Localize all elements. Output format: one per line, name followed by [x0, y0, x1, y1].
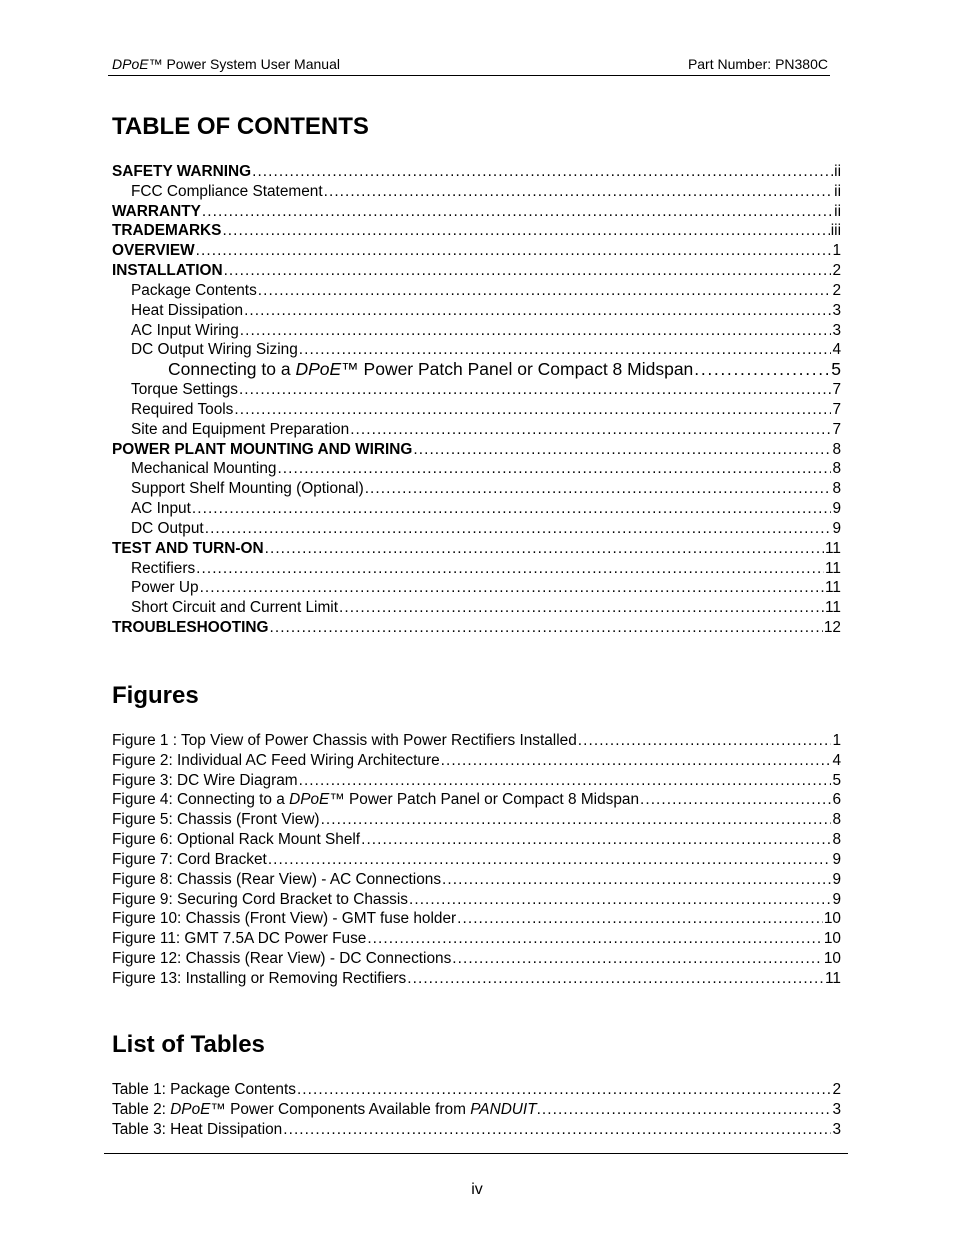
- toc-entry[interactable]: [112, 360, 841, 380]
- toc-list: [112, 162, 841, 638]
- dot-leader: [234, 400, 831, 420]
- figure-entry-label: [112, 830, 360, 850]
- toc-entry[interactable]: [112, 162, 841, 182]
- toc-entry-label: [131, 380, 238, 400]
- figure-entry-label: [112, 870, 441, 890]
- toc-entry[interactable]: [112, 380, 841, 400]
- figure-entry[interactable]: [112, 810, 841, 830]
- toc-entry-page: 3: [832, 321, 841, 339]
- figure-entry-text: Figure 10: Chassis (Front View) - GMT fuse holder: [112, 910, 457, 928]
- toc-entry-text: TROUBLESHOOTING: [112, 619, 269, 637]
- manual-title-rest: ™ Power System User Manual: [148, 56, 340, 72]
- toc-entry-label: [112, 618, 268, 638]
- manual-title-brand: DPoE: [112, 56, 149, 72]
- figure-entry-label: [112, 890, 408, 910]
- toc-entry-text: Required Tools: [131, 400, 234, 418]
- toc-entry-label: [131, 499, 191, 519]
- footer-divider: [104, 1153, 848, 1154]
- tables-list: [112, 1080, 841, 1139]
- part-number: Part Number: PN380C: [687, 56, 828, 72]
- figure-entry-text: Figure 13: Installing or Removing Rectifiers: [112, 969, 407, 987]
- toc-entry-text: Site and Equipment Preparation: [131, 420, 350, 438]
- toc-entry-label: [112, 539, 264, 559]
- toc-entry-page: 11: [825, 579, 841, 597]
- toc-entry-page: 11: [825, 559, 841, 577]
- figure-entry[interactable]: [112, 850, 841, 870]
- toc-entry-text: Short Circuit and Current Limit: [131, 599, 338, 617]
- table-entry-text: Table 1: Package Contents: [112, 1081, 296, 1098]
- dot-leader: [441, 751, 832, 771]
- toc-entry-text: Mechanical Mounting: [131, 460, 277, 478]
- figure-entry-page: 8: [832, 811, 841, 829]
- toc-entry-text: WARRANTY: [112, 202, 201, 220]
- dot-leader: [196, 559, 824, 579]
- figure-entry-page: 10: [823, 910, 841, 928]
- figure-entry-page: 10: [823, 930, 841, 948]
- dot-leader: [321, 810, 832, 830]
- figure-entry-text: Figure 9: Securing Cord Bracket to Chassis: [112, 890, 408, 908]
- toc-entry-page: 7: [832, 381, 841, 399]
- figure-entry[interactable]: [112, 751, 841, 771]
- figure-entry-text: Figure 6: Optional Rack Mount Shelf: [112, 831, 361, 849]
- figure-entry-text: Figure 2: Individual AC Feed Wiring Architecture: [112, 751, 440, 769]
- toc-entry-label: [112, 202, 201, 222]
- figure-entry[interactable]: [112, 790, 841, 810]
- figure-entry[interactable]: [112, 949, 841, 969]
- figure-entry-text: Figure 8: Chassis (Rear View) - AC Connections: [112, 870, 442, 888]
- toc-entry[interactable]: [112, 321, 841, 341]
- dot-leader: [222, 221, 829, 241]
- toc-entry-page: 11: [825, 539, 841, 557]
- dot-leader: [269, 618, 822, 638]
- dot-leader: [365, 479, 832, 499]
- dot-leader: [409, 890, 831, 910]
- dot-leader: [205, 519, 832, 539]
- toc-entry-text: Support Shelf Mounting (Optional): [131, 480, 364, 498]
- table-entry-text: DPoE: [170, 1100, 211, 1118]
- toc-entry-page: ii: [834, 182, 841, 200]
- dot-leader: [442, 870, 831, 890]
- toc-entry-label: [131, 340, 298, 360]
- dot-leader: [407, 969, 824, 989]
- toc-entry[interactable]: [112, 281, 841, 301]
- toc-entry-label: [131, 281, 257, 301]
- toc-entry[interactable]: [112, 519, 841, 539]
- figure-entry[interactable]: [112, 830, 841, 850]
- dot-leader: [192, 499, 832, 519]
- toc-entry[interactable]: [112, 301, 841, 321]
- toc-entry[interactable]: [112, 539, 841, 559]
- table-entry[interactable]: [112, 1120, 841, 1140]
- toc-entry-text: OVERVIEW: [112, 242, 195, 260]
- toc-entry-label: [131, 400, 233, 420]
- toc-entry-page: 8: [832, 460, 841, 478]
- toc-entry-text: DPoE: [295, 360, 342, 380]
- toc-entry-page: 7: [832, 420, 841, 438]
- dot-leader: [297, 1080, 831, 1100]
- dot-leader: [361, 830, 831, 850]
- table-entry-label: [112, 1120, 282, 1140]
- figure-entry-label: [112, 949, 451, 969]
- toc-entry[interactable]: [112, 420, 841, 440]
- figure-entry[interactable]: [112, 890, 841, 910]
- toc-entry-text: Power Up: [131, 579, 199, 597]
- toc-entry-page: 4: [832, 341, 841, 359]
- figure-entry-page: 5: [832, 771, 841, 789]
- toc-entry[interactable]: [112, 202, 841, 222]
- figure-entry-page: 9: [832, 890, 841, 908]
- figure-entry-page: 11: [825, 969, 841, 987]
- dot-leader: [350, 420, 831, 440]
- toc-entry[interactable]: [112, 261, 841, 281]
- header-divider: [108, 75, 830, 76]
- figure-entry-text: Figure 7: Cord Bracket: [112, 850, 267, 868]
- toc-entry-label: [112, 440, 412, 460]
- toc-entry-text: ™ Power Patch Panel or Compact 8 Midspan: [341, 360, 694, 380]
- toc-entry-page: ii: [834, 202, 841, 220]
- toc-entry-page: 7: [832, 400, 841, 418]
- toc-entry[interactable]: [112, 479, 841, 499]
- toc-entry-text: Torque Settings: [131, 381, 238, 399]
- figure-entry-text: Figure 5: Chassis (Front View): [112, 811, 320, 829]
- toc-entry[interactable]: [112, 241, 841, 261]
- figure-entry-text: Figure 3: DC Wire Diagram: [112, 771, 298, 789]
- toc-entry-text: POWER PLANT MOUNTING AND WIRING: [112, 440, 413, 458]
- tables-title: List of Tables: [112, 1031, 265, 1058]
- toc-entry[interactable]: [112, 400, 841, 420]
- table-entry-text: Table 3: Heat Dissipation: [112, 1120, 283, 1138]
- toc-entry-page: 9: [832, 519, 841, 537]
- figure-entry[interactable]: [112, 771, 841, 791]
- dot-leader: [542, 1100, 832, 1120]
- dot-leader: [265, 539, 824, 559]
- figure-entry-page: 9: [832, 850, 841, 868]
- toc-entry[interactable]: [112, 221, 841, 241]
- toc-entry-label: [131, 182, 323, 202]
- toc-entry-page: 9: [832, 500, 841, 518]
- figure-entry-text: Figure 11: GMT 7.5A DC Power Fuse: [112, 930, 367, 948]
- figure-entry[interactable]: [112, 909, 841, 929]
- figure-entry-page: 1: [832, 732, 841, 749]
- toc-entry-page: 5: [831, 360, 841, 380]
- toc-entry-text: TEST AND TURN-ON: [112, 539, 264, 557]
- toc-entry-page: 2: [832, 262, 841, 280]
- toc-entry-text: Connecting to a: [168, 360, 296, 380]
- toc-entry-page: 11: [825, 599, 841, 617]
- toc-entry-text: TRADEMARKS: [112, 222, 222, 240]
- figure-entry-page: 8: [832, 831, 841, 849]
- dot-leader: [367, 929, 823, 949]
- figure-entry[interactable]: [112, 731, 841, 751]
- toc-entry-label: [131, 578, 199, 598]
- dot-leader: [457, 909, 823, 929]
- figures-title: Figures: [112, 682, 199, 709]
- toc-entry-text: FCC Compliance Statement: [131, 182, 323, 200]
- figure-entry-text: ™ Power Patch Panel or Compact 8 Midspan: [329, 791, 639, 809]
- toc-entry[interactable]: [112, 182, 841, 202]
- manual-title: [112, 56, 340, 73]
- dot-leader: [578, 731, 832, 751]
- toc-entry-label: [131, 321, 239, 341]
- toc-entry-label: [131, 459, 276, 479]
- dot-leader: [239, 380, 831, 400]
- dot-leader: [268, 850, 832, 870]
- toc-entry-text: SAFETY WARNING: [112, 163, 252, 180]
- dot-leader: [244, 301, 831, 321]
- toc-entry-label: [131, 559, 195, 579]
- toc-entry-label: [131, 301, 243, 321]
- toc-entry-page: 8: [832, 480, 841, 498]
- figure-entry-label: [112, 929, 366, 949]
- toc-entry-label: [112, 241, 195, 261]
- toc-entry-label: [112, 162, 251, 182]
- table-entry[interactable]: [112, 1100, 841, 1120]
- toc-entry-text: AC Input Wiring: [131, 321, 239, 339]
- figure-entry-text: Figure 4: Connecting to a: [112, 791, 290, 809]
- figure-entry-label: [112, 909, 456, 929]
- toc-entry-label: [112, 261, 223, 281]
- dot-leader: [283, 1120, 831, 1140]
- figure-entry-label: [112, 969, 406, 989]
- figure-entry-page: 4: [832, 751, 841, 769]
- toc-entry-page: 1: [832, 242, 841, 260]
- figure-entry-text: Figure 12: Chassis (Rear View) - DC Connections: [112, 950, 452, 968]
- page-number: iv: [471, 1181, 483, 1198]
- figure-entry-text: Figure 1 : Top View of Power Chassis with Power Rectifiers Installed: [112, 732, 577, 749]
- toc-entry-text: Rectifiers: [131, 559, 196, 577]
- table-entry[interactable]: [112, 1080, 841, 1100]
- table-entry-label: [112, 1100, 541, 1120]
- toc-entry-page: 12: [823, 619, 841, 637]
- toc-entry-label: [131, 479, 364, 499]
- table-entry-text: Table 2:: [112, 1100, 171, 1118]
- table-entry-label: [112, 1080, 296, 1100]
- figures-list: [112, 731, 841, 989]
- toc-entry-page: iii: [830, 222, 841, 240]
- table-entry-text: .: [536, 1100, 541, 1118]
- toc-entry-label: [131, 420, 349, 440]
- dot-leader: [252, 162, 833, 182]
- dot-leader: [339, 598, 824, 618]
- dot-leader: [224, 261, 832, 281]
- toc-entry-page: ii: [834, 163, 841, 180]
- figure-entry-page: 9: [832, 870, 841, 888]
- figure-entry-label: [112, 731, 577, 751]
- toc-entry[interactable]: [112, 598, 841, 618]
- figure-entry[interactable]: [112, 969, 841, 989]
- figure-entry[interactable]: [112, 870, 841, 890]
- figure-entry-page: 6: [832, 791, 841, 809]
- table-entry-page: 3: [832, 1120, 841, 1138]
- toc-entry[interactable]: [112, 459, 841, 479]
- toc-entry[interactable]: [112, 440, 841, 460]
- toc-entry[interactable]: [112, 559, 841, 579]
- dot-leader: [277, 459, 831, 479]
- toc-entry-text: DC Output Wiring Sizing: [131, 341, 298, 359]
- toc-entry-text: INSTALLATION: [112, 262, 223, 280]
- toc-entry-label: [131, 598, 338, 618]
- figure-entry-label: [112, 810, 320, 830]
- figure-entry[interactable]: [112, 929, 841, 949]
- table-entry-text: PANDUIT: [470, 1100, 537, 1118]
- toc-entry-label: [131, 519, 204, 539]
- toc-entry[interactable]: [112, 340, 841, 360]
- toc-entry-text: Package Contents: [131, 281, 257, 299]
- table-entry-page: 3: [832, 1100, 841, 1118]
- dot-leader: [240, 321, 832, 341]
- dot-leader: [324, 182, 834, 202]
- figure-entry-label: [112, 771, 298, 791]
- figure-entry-label: [112, 790, 639, 810]
- dot-leader: [200, 578, 824, 598]
- dot-leader: [196, 241, 832, 261]
- toc-entry[interactable]: [112, 578, 841, 598]
- table-entry-text: ™ Power Components Available from: [210, 1100, 471, 1118]
- dot-leader: [299, 771, 832, 791]
- toc-entry[interactable]: [112, 618, 841, 638]
- dot-leader: [413, 440, 831, 460]
- toc-entry-page: 2: [832, 281, 841, 299]
- toc-entry-text: DC Output: [131, 519, 204, 537]
- dot-leader: [694, 360, 830, 380]
- toc-entry-label: [112, 221, 221, 241]
- dot-leader: [202, 202, 833, 222]
- dot-leader: [452, 949, 823, 969]
- figure-entry-page: 10: [823, 950, 841, 968]
- dot-leader: [258, 281, 832, 301]
- toc-entry-page: 8: [832, 440, 841, 458]
- figure-entry-text: DPoE: [289, 791, 330, 809]
- toc-entry-page: 3: [832, 301, 841, 319]
- toc-entry-label: [168, 360, 693, 380]
- toc-title: TABLE OF CONTENTS: [112, 113, 369, 140]
- figure-entry-label: [112, 751, 440, 771]
- table-entry-page: 2: [832, 1081, 841, 1098]
- toc-entry-text: Heat Dissipation: [131, 301, 244, 319]
- dot-leader: [640, 790, 831, 810]
- dot-leader: [299, 340, 832, 360]
- figure-entry-label: [112, 850, 267, 870]
- toc-entry-text: AC Input: [131, 500, 191, 518]
- toc-entry[interactable]: [112, 499, 841, 519]
